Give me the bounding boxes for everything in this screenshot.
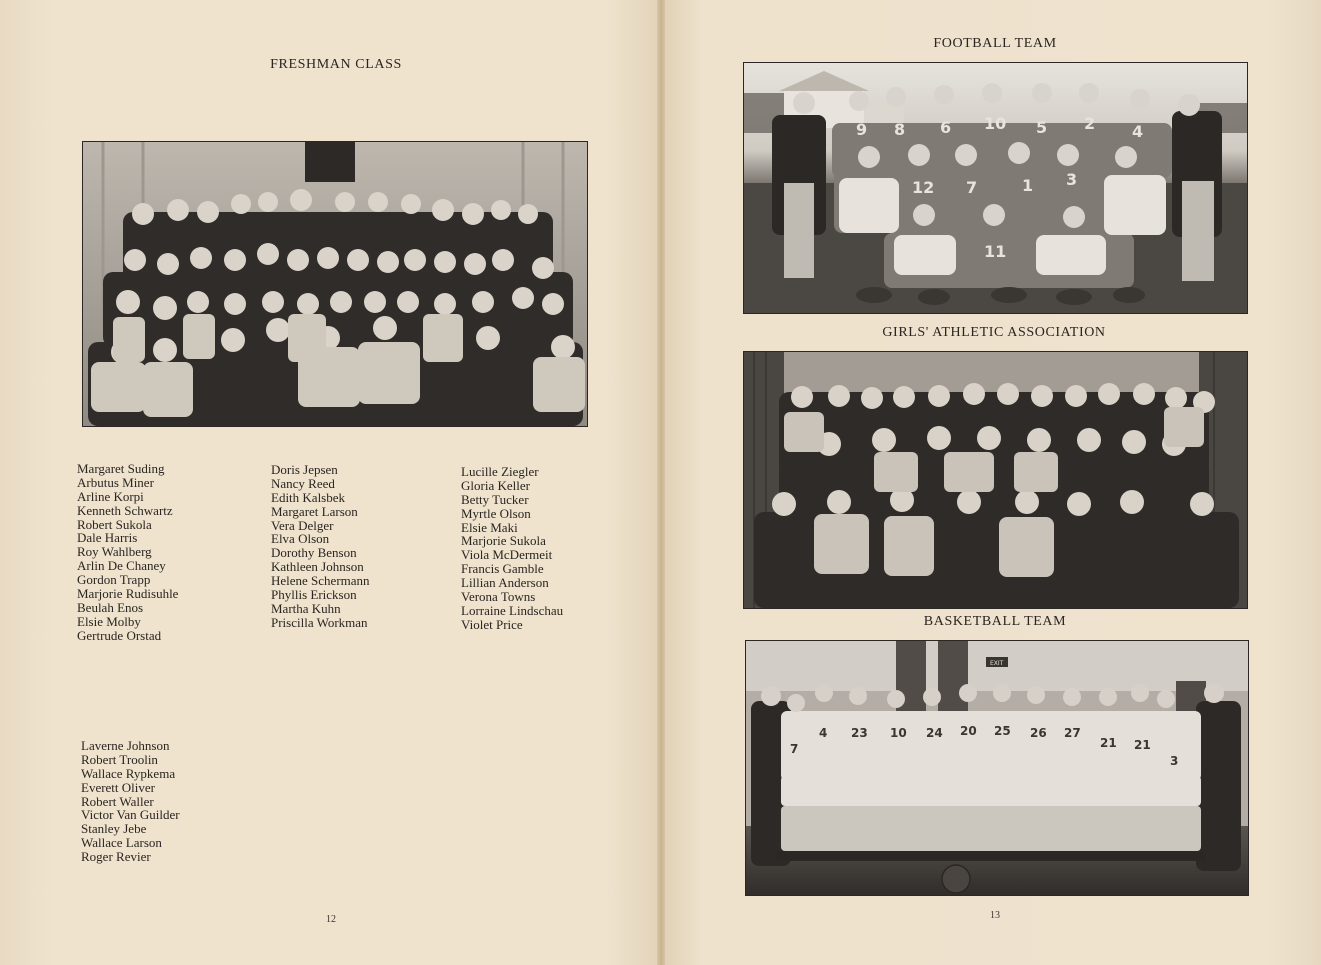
name-entry: Verona Towns [461, 589, 536, 605]
name-entry: Robert Troolin [81, 751, 158, 767]
name-entry: Lorraine Lindschau [461, 602, 564, 618]
page-number-left: 12 [326, 914, 336, 925]
name-entry: Kenneth Schwartz [77, 502, 173, 518]
freshman-names-boys [81, 739, 180, 864]
name-entry: Arlin De Chaney [77, 558, 166, 574]
name-entry: Arline Korpi [77, 488, 144, 504]
basketball-jersey-number: 24 [926, 726, 943, 740]
basketball-jersey-number: 10 [890, 726, 907, 740]
basketball-jersey-number: 21 [1100, 736, 1117, 750]
football-jersey-number: 1 [1022, 176, 1034, 195]
name-entry: Gordon Trapp [77, 572, 151, 588]
name-entry: Phyllis Erickson [271, 587, 357, 603]
name-entry: Roger Revier [81, 849, 151, 865]
name-entry: Everett Oliver [81, 779, 155, 795]
name-entry: Marjorie Sukola [461, 533, 546, 549]
football-jersey-number: 10 [984, 114, 1007, 133]
name-entry: Lucille Ziegler [461, 464, 539, 479]
name-entry: Lillian Anderson [461, 575, 549, 591]
book-gutter [657, 0, 665, 965]
name-entry: Dale Harris [77, 530, 138, 546]
name-entry: Marjorie Rudisuhle [77, 586, 179, 602]
name-entry: Robert Waller [81, 793, 154, 809]
name-entry: Wallace Larson [81, 835, 162, 851]
football-team-photo [743, 62, 1248, 314]
name-entry: Helene Schermann [271, 573, 370, 589]
basketball-jersey-number: 25 [994, 724, 1011, 738]
name-entry: Edith Kalsbek [271, 489, 346, 505]
name-entry: Nancy Reed [271, 475, 335, 491]
football-jersey-number: 6 [940, 118, 952, 137]
name-entry: Vera Delger [271, 517, 334, 533]
name-entry: Laverne Johnson [81, 738, 170, 753]
exit-sign: EXIT [990, 660, 1004, 667]
freshman-class-title: FRESHMAN CLASS [270, 57, 402, 72]
basketball-team-photo [745, 640, 1249, 896]
football-jersey-number: 5 [1036, 118, 1048, 137]
freshman-names-column-1 [77, 462, 178, 643]
name-entry: Victor Van Guilder [81, 807, 180, 823]
name-entry: Doris Jepsen [271, 462, 338, 477]
freshman-names-column-3 [461, 465, 563, 632]
name-entry: Wallace Rypkema [81, 765, 176, 781]
football-jersey-number: 8 [894, 120, 906, 139]
name-entry: Violet Price [461, 616, 523, 632]
football-jersey-number: 7 [966, 178, 978, 197]
name-entry: Martha Kuhn [271, 600, 341, 616]
basketball-jersey-number: 3 [1170, 754, 1179, 768]
basketball-jersey-number: 27 [1064, 726, 1081, 740]
name-entry: Robert Sukola [77, 516, 152, 532]
football-team-title: FOOTBALL TEAM [933, 36, 1057, 51]
basketball-team-title: BASKETBALL TEAM [923, 614, 1067, 629]
girls-athletic-association-title: GIRLS' ATHLETIC ASSOCIATION [882, 325, 1106, 340]
name-entry: Elsie Maki [461, 519, 518, 535]
football-jersey-number: 4 [1132, 122, 1144, 141]
name-entry: Priscilla Workman [271, 614, 368, 630]
name-entry: Kathleen Johnson [271, 559, 364, 575]
name-entry: Viola McDermeit [461, 547, 553, 563]
name-entry: Margaret Larson [271, 503, 358, 519]
basketball-jersey-number: 23 [851, 726, 868, 740]
name-entry: Roy Wahlberg [77, 544, 152, 560]
freshman-class-photo [82, 141, 588, 427]
football-jersey-number: 11 [984, 242, 1007, 261]
page-number-right: 13 [990, 910, 1000, 921]
name-entry: Beulah Enos [77, 599, 144, 615]
basketball-jersey-number: 7 [790, 742, 799, 756]
name-entry: Elsie Molby [77, 613, 141, 629]
name-entry: Elva Olson [271, 531, 330, 547]
name-entry: Gloria Keller [461, 477, 530, 493]
name-entry: Betty Tucker [461, 491, 529, 507]
basketball-jersey-number: 26 [1030, 726, 1047, 740]
name-entry: Stanley Jebe [81, 821, 147, 837]
name-entry: Dorothy Benson [271, 545, 357, 561]
name-entry: Gertrude Orstad [77, 627, 162, 643]
basketball-jersey-number: 20 [960, 724, 977, 738]
name-entry: Francis Gamble [461, 561, 544, 577]
basketball-jersey-number: 4 [819, 726, 828, 740]
football-jersey-number: 2 [1084, 114, 1096, 133]
name-entry: Margaret Suding [77, 461, 165, 476]
basketball-jersey-number: 21 [1134, 738, 1151, 752]
freshman-names-column-2 [271, 463, 370, 630]
football-jersey-number: 3 [1066, 170, 1078, 189]
name-entry: Myrtle Olson [461, 505, 531, 521]
football-jersey-number: 12 [912, 178, 935, 197]
girls-athletic-association-photo [743, 351, 1248, 609]
football-jersey-number: 9 [856, 120, 868, 139]
name-entry: Arbutus Miner [77, 474, 154, 490]
